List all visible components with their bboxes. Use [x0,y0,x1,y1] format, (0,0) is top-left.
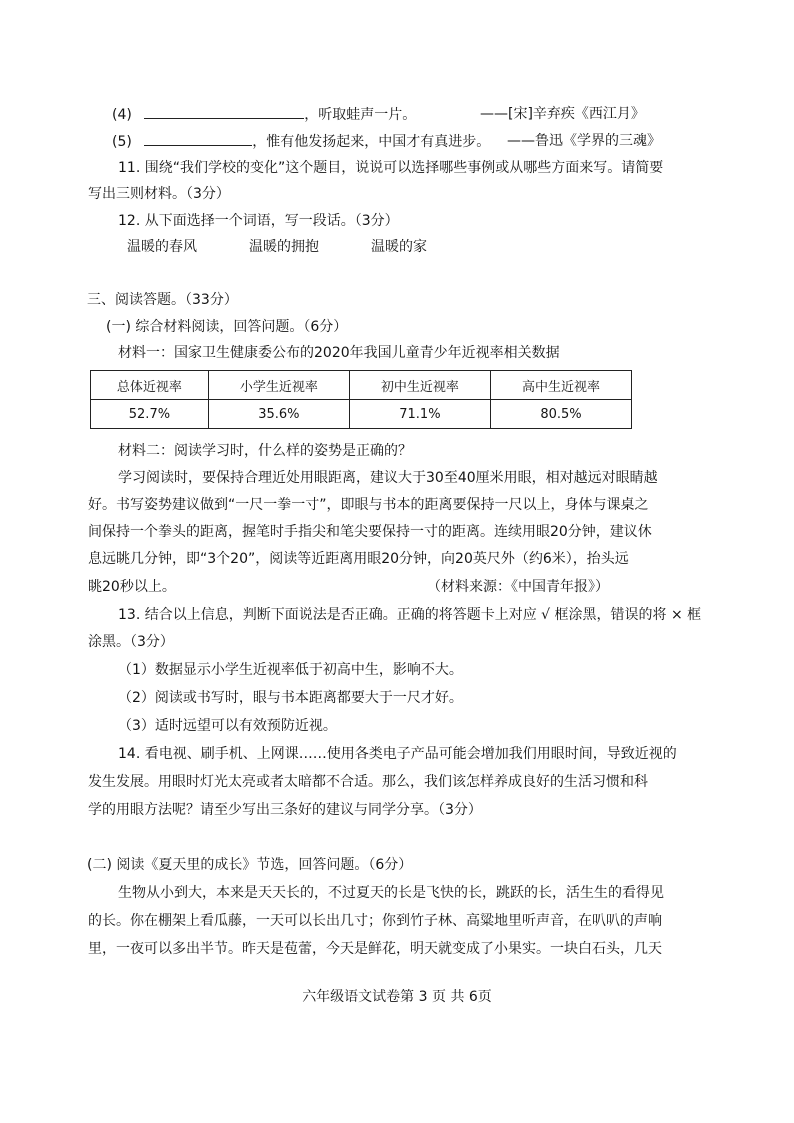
material2-line: 好。书写姿势建议做到“一尺一拳一寸”，即眼与书本的距离要保持一尺以上，身体与课桌之 [88,497,649,513]
poem-source: ——[宋]辛弃疾《西江月》 [480,106,645,122]
answer-blank[interactable] [144,104,304,119]
q13-item: （1）数据显示小学生近视率低于初高中生，影响不大。 [118,662,463,678]
q12-option: 温暖的拥抱 [249,239,319,255]
q11-line1: 11. 围绕“我们学校的变化”这个题目，说说可以选择哪些事例或从哪些方面来写。请简要 [118,160,664,176]
table-header-row [91,371,632,400]
answer-blank[interactable] [144,131,252,146]
material2-line: 间保持一个拳头的距离，握笔时手指尖和笔尖要保持一寸的距离。连续用眼20分钟，建议休 [88,524,652,540]
myopia-table [90,370,632,429]
part2-title: (二) 阅读《夏天里的成长》节选，回答问题。（6分） [87,857,413,873]
passage-line: 里，一夜可以多出半节。昨天是苞蕾，今天是鲜花，明天就变成了小果实。一块白石头，几天 [88,941,662,957]
table-header-cell: 总体近视率 [91,371,209,400]
poem-source: ——鲁迅《学界的三魂》 [507,133,661,149]
table-cell: 35.6% [208,400,349,429]
q13-item: （3）适时远望可以有效预防近视。 [118,718,337,734]
table-row [91,400,632,429]
table-cell: 80.5% [490,400,631,429]
q13-item: （2）阅读或书写时，眼与书本距离都要大于一尺才好。 [118,690,463,706]
poem-text: ，惟有他发扬起来，中国才有真进步。 [252,134,491,150]
q13-line1: 13. 结合以上信息，判断下面说法是否正确。正确的将答题卡上对应 √ 框涂黑，错误的将 × 框 [118,607,702,623]
poem-line-5 [112,131,490,152]
q12-line: 12. 从下面选择一个词语，写一段话。（3分） [118,213,399,229]
q13-line2: 涂黑。（3分） [88,634,174,650]
q12-option: 温暖的春风 [127,239,197,255]
q14-line: 14. 看电视、刷手机、上网课……使用各类电子产品可能会增加我们用眼时间，导致近视的 [118,746,677,762]
page-footer: 六年级语文试卷第 3 页 共 6页 [302,989,492,1005]
passage-line: 生物从小到大，本来是天天长的，不过夏天的长是飞快的长，跳跃的长，活生生的看得见 [118,885,664,901]
q14-line: 学的用眼方法呢？请至少写出三条好的建议与同学分享。（3分） [88,802,482,818]
poem-number: (4) [112,107,132,123]
q12-option: 温暖的家 [371,239,427,255]
table-header-cell: 小学生近视率 [208,371,349,400]
part1-title: (一) 综合材料阅读，回答问题。（6分） [106,319,348,335]
material2-title: 材料二：阅读学习时，什么样的姿势是正确的？ [118,443,412,459]
poem-number: (5) [112,134,132,150]
table-cell: 52.7% [91,400,209,429]
table-header-cell: 高中生近视率 [490,371,631,400]
table-cell: 71.1% [349,400,490,429]
table-header-cell: 初中生近视率 [349,371,490,400]
material2-line: 学习阅读时，要保持合理近处用眼距离，建议大于30至40厘米用眼，相对越远对眼睛越 [118,470,658,486]
material2-line: 眺20秒以上。 [88,579,176,595]
material2-source: （材料来源：《中国青年报》） [427,579,609,595]
poem-line-4 [112,104,416,125]
q14-line: 发生发展。用眼时灯光太亮或者太暗都不合适。那么，我们该怎样养成良好的生活习惯和科 [88,774,648,790]
material1-title: 材料一：国家卫生健康委公布的2020年我国儿童青少年近视率相关数据 [118,345,560,361]
material2-line: 息远眺几分钟，即“3个20”，阅读等近距离用眼20分钟，向20英尺外（约6米），抬头远 [88,551,629,567]
section-title: 三、阅读答题。（33分） [87,292,238,308]
poem-text: ，听取蛙声一片。 [304,107,417,123]
q11-line2: 写出三则材料。（3分） [88,186,230,202]
passage-line: 的长。你在棚架上看瓜藤，一天可以长出几寸；你到竹子林、高粱地里听声音，在叭叭的声响 [88,913,662,929]
